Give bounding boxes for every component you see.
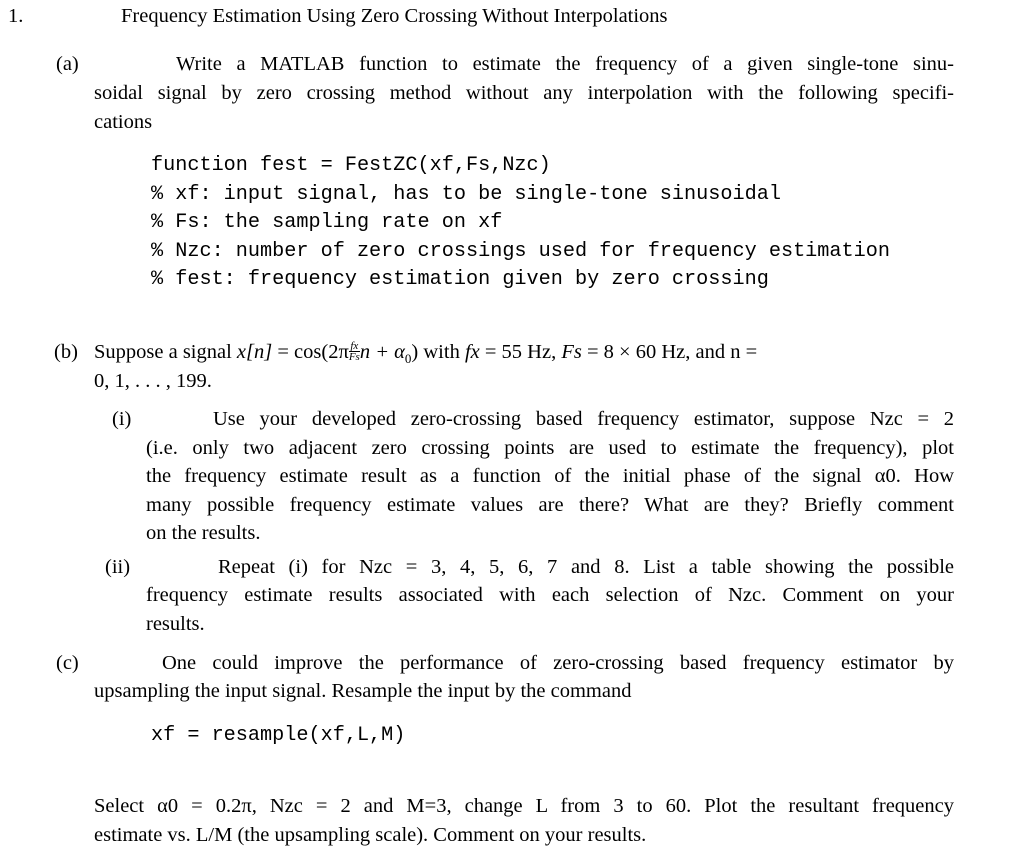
part-c-line1: One could improve the performance of zero-crossing based frequency estimator by xyxy=(162,652,954,674)
with-text: with xyxy=(423,341,460,363)
code-resample: xf = resample(xf,L,M) xyxy=(151,724,406,747)
part-a-label: (a) xyxy=(56,53,79,75)
part-b-i-line4: many possible frequency estimate values are there? What are they? Briefly comment xyxy=(146,494,954,516)
part-a-line1: Write a MATLAB function to estimate the frequency of a given single-tone sinu- xyxy=(176,53,954,75)
x-n: x[n] xyxy=(236,341,273,363)
part-a-line2: soidal signal by zero crossing method without any interpolation with the following specifi- xyxy=(94,82,954,104)
fx-value: = 55 Hz, xyxy=(484,341,557,363)
alpha-subscript: 0 xyxy=(404,351,412,367)
cos-open: cos(2π xyxy=(294,341,349,363)
part-b-ii-line2: frequency estimate results associated with each selection of Nzc. Comment on your xyxy=(146,584,954,606)
part-c-label: (c) xyxy=(56,652,79,674)
part-b-ii-line1: Repeat (i) for Nzc = 3, 4, 5, 6, 7 and 8. List a table showing the possible xyxy=(218,556,954,578)
close-paren: ) xyxy=(411,341,419,363)
part-b-ii-label: (ii) xyxy=(105,556,131,578)
code-line: function fest = FestZC(xf,Fs,Nzc) xyxy=(151,154,551,177)
problem-title: Frequency Estimation Using Zero Crossing Without Interpolations xyxy=(121,5,668,27)
part-b-i-line2: (i.e. only two adjacent zero crossing points are used to estimate the frequency), plot xyxy=(146,437,954,459)
part-c-select-line2: estimate vs. L/M (the upsampling scale). Comment on your results. xyxy=(94,824,647,846)
suppose-text: Suppose a signal xyxy=(94,341,232,363)
problem-number: 1. xyxy=(8,5,24,27)
code-line: % xf: input signal, has to be single-tone sinusoidal xyxy=(151,183,781,206)
and-n-text: and n = xyxy=(695,341,758,363)
code-line: % fest: frequency estimation given by zero crossing xyxy=(151,268,769,291)
part-b-i-line5: on the results. xyxy=(146,522,261,544)
fx-symbol: fx xyxy=(464,341,480,363)
code-line: % Fs: the sampling rate on xf xyxy=(151,211,503,234)
part-c-line2: upsampling the input signal. Resample the input by the command xyxy=(94,680,632,702)
part-b-i-line3: the frequency estimate result as a function of the initial phase of the signal α0. How xyxy=(146,465,954,487)
cos-rest: n + α xyxy=(359,341,405,363)
fs-symbol: Fs xyxy=(561,341,582,363)
part-b-i-label: (i) xyxy=(112,408,132,430)
part-c-select-line1: Select α0 = 0.2π, Nzc = 2 and M=3, change L from 3 to 60. Plot the resultant frequency xyxy=(94,795,954,817)
fs-value: = 8 × 60 Hz, xyxy=(586,341,691,363)
frac-numerator: fx xyxy=(350,340,359,352)
part-a-line3: cations xyxy=(94,111,153,133)
part-b-label: (b) xyxy=(54,341,78,363)
part-b-range: 0, 1, . . . , 199. xyxy=(94,370,212,392)
equals: = xyxy=(277,341,289,363)
frac-denominator: Fs xyxy=(348,351,360,363)
code-line: % Nzc: number of zero crossings used for frequency estimation xyxy=(151,240,890,263)
part-b-i-line1: Use your developed zero-crossing based frequency estimator, suppose Nzc = 2 xyxy=(213,408,954,430)
part-b-ii-line3: results. xyxy=(146,613,205,635)
fraction-fx-over-fs xyxy=(349,341,360,362)
